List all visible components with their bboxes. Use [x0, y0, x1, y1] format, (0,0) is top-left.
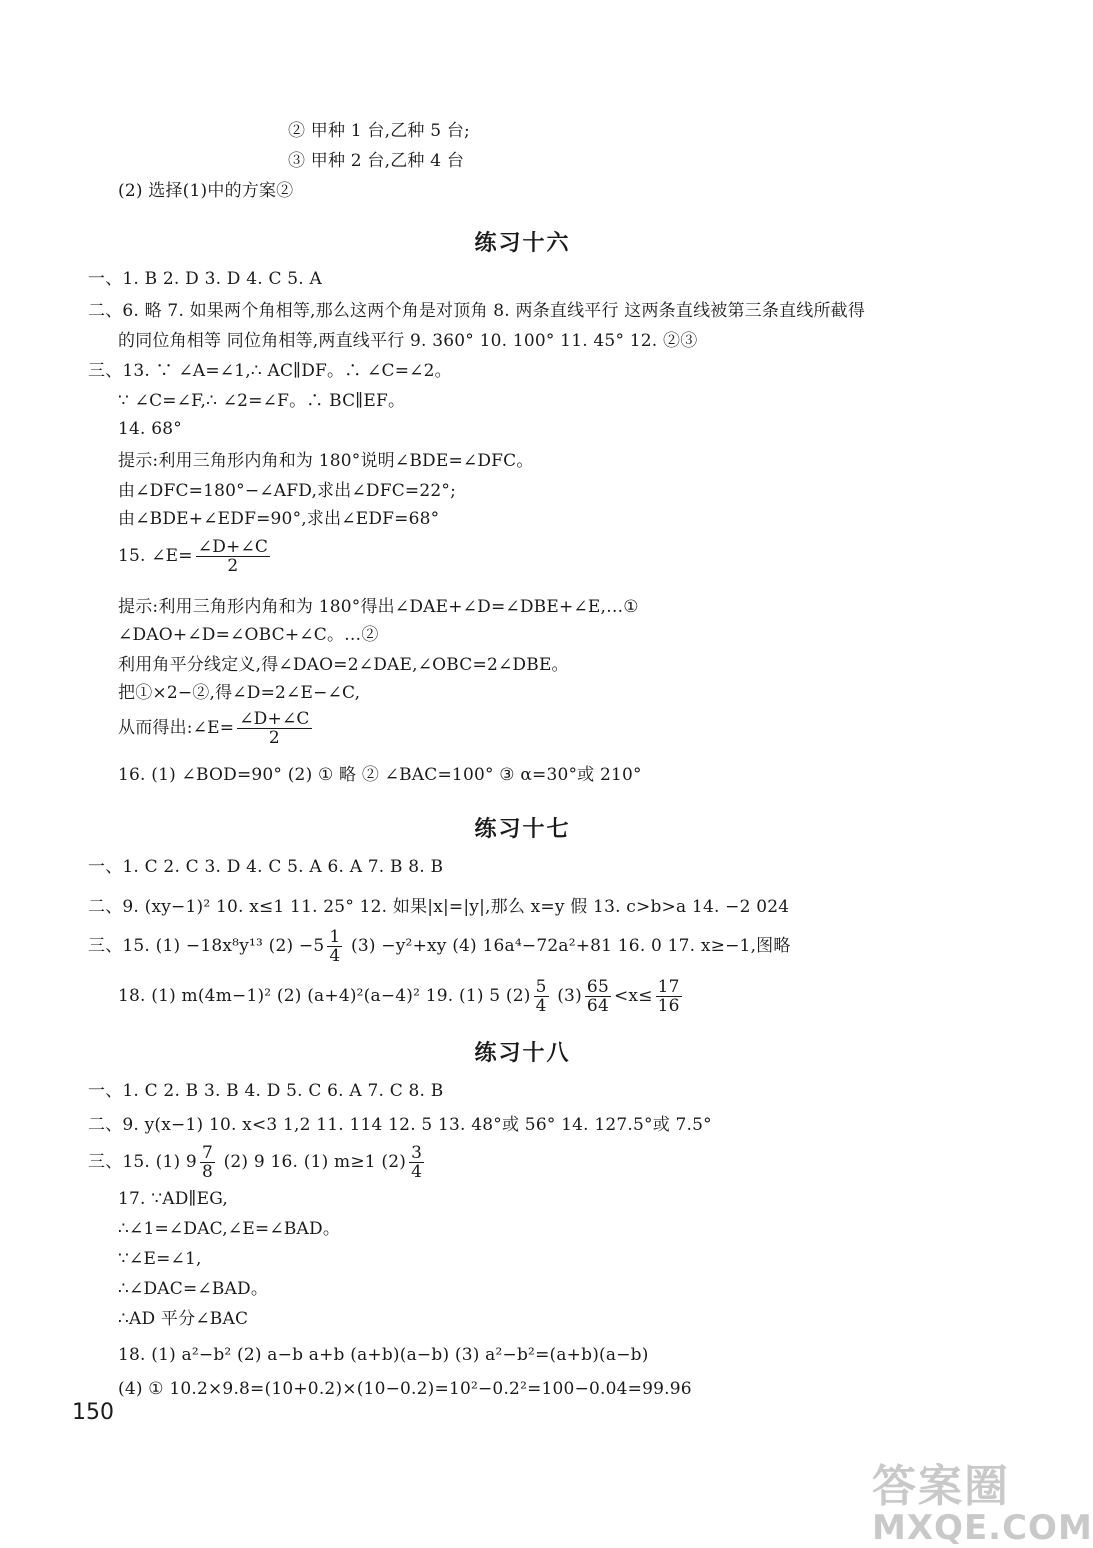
section-title-17: 练习十七 [474, 817, 571, 842]
ex18-line-5: ∴∠1=∠DAC,∠E=∠BAD。 [118, 1219, 341, 1239]
fraction: $\frac{7}{8}$ [201, 1143, 213, 1182]
ex17-line-3: 三、15. (1) −18x⁸y¹³ (2) −5 $\frac{1}{4}$ (3) −y²+xy (4) 16a⁴−72a²+81 16. 0 17. x≥−1,图略 [88, 927, 791, 966]
fraction: $\frac{3}{4}$ [411, 1143, 423, 1182]
choose-plan: (2) 选择(1)中的方案② [118, 181, 294, 201]
ex16-line-12: ∠DAO+∠D=∠OBC+∠C。…② [118, 625, 379, 645]
ex18-line-3: 三、15. (1) 9 $\frac{7}{8}$ (2) 9 16. (1) m≥1 (2) $\frac{3}{4}$ [88, 1143, 423, 1182]
fraction: $\frac{65}{64}$ [586, 977, 609, 1016]
ex18-line-8: ∴AD 平分∠BAC [118, 1309, 249, 1329]
watermark-logo: 答案圈 MXQE.COM [872, 1461, 1093, 1548]
fraction: $\frac{1}{4}$ [329, 927, 341, 966]
ex16-line-14: 把①×2−②,得∠D=2∠E−∠C, [118, 683, 361, 703]
ex18-line-4: 17. ∵AD∥EG, [118, 1189, 229, 1209]
fraction: $\frac{5}{4}$ [535, 977, 547, 1016]
ex16-conclusion-label: 从而得出:∠E= [118, 718, 235, 738]
ex18-line-7: ∴∠DAC=∠BAD。 [118, 1279, 269, 1299]
ex16-line-11: 提示:利用三角形内角和为 180°得出∠DAE+∠D=∠DBE+∠E,…① [118, 597, 639, 617]
ex16-line-10 [118, 538, 273, 575]
ex18-line-1: 一、1. C 2. B 3. B 4. D 5. C 6. A 7. C 8. B [88, 1081, 444, 1101]
fraction: $\frac{17}{16}$ [657, 977, 680, 1016]
ex16-line-3: 的同位角相等 同位角相等,两直线平行 9. 360° 10. 100° 11. 45° 12. ②③ [118, 331, 698, 351]
ex16-line-4: 三、13. ∵ ∠A=∠1,∴ AC∥DF。∴ ∠C=∠2。 [88, 361, 452, 381]
plan-2: ② 甲种 1 台,乙种 5 台; [288, 121, 470, 141]
ex16-line-6: 14. 68° [118, 419, 182, 439]
page-number: 150 [72, 1400, 114, 1425]
ex16-line-2: 二、6. 略 7. 如果两个角相等,那么这两个角是对顶角 8. 两条直线平行 这两条直线被第三条直线所截得 [88, 301, 866, 321]
ex16-15-label: 15. ∠E= [118, 546, 193, 566]
fraction: $\frac{\angle D+\angle C}{2}$ [239, 709, 310, 748]
ex16-line-13: 利用角平分线定义,得∠DAO=2∠DAE,∠OBC=2∠DBE。 [118, 655, 569, 675]
ex17-line-2: 二、9. (xy−1)² 10. x≤1 11. 25° 12. 如果|x|=|y|,那么 x=y 假 13. c>b>a 14. −2 024 [88, 897, 790, 917]
ex16-line-16: 16. (1) ∠BOD=90° (2) ① 略 ② ∠BAC=100° ③ α=30°或 210° [118, 765, 642, 785]
ex18-line-9: 18. (1) a²−b² (2) a−b a+b (a+b)(a−b) (3) a²−b²=(a+b)(a−b) [118, 1345, 649, 1365]
ex18-line-2: 二、9. y(x−1) 10. x<3 1,2 11. 114 12. 5 13. 48°或 56° 14. 127.5°或 7.5° [88, 1115, 712, 1135]
ex17-line-1: 一、1. C 2. C 3. D 4. C 5. A 6. A 7. B 8. B [88, 857, 444, 877]
ex16-line-8: 由∠DFC=180°−∠AFD,求出∠DFC=22°; [118, 481, 457, 501]
section-title-18: 练习十八 [474, 1041, 571, 1066]
plan-3: ③ 甲种 2 台,乙种 4 台 [288, 151, 465, 171]
ex18-line-6: ∵∠E=∠1, [118, 1249, 202, 1269]
ex18-line-10: (4) ① 10.2×9.8=(10+0.2)×(10−0.2)=10²−0.2²=100−0.04=99.96 [118, 1379, 692, 1399]
ex16-line-7: 提示:利用三角形内角和为 180°说明∠BDE=∠DFC。 [118, 451, 534, 471]
section-title-16: 练习十六 [474, 231, 571, 256]
fraction: $\frac{\angle D+\angle C}{2}$ [197, 537, 269, 576]
ex16-line-15 [118, 710, 315, 747]
ex16-line-5: ∵ ∠C=∠F,∴ ∠2=∠F。∴ BC∥EF。 [118, 391, 406, 411]
ex16-line-9: 由∠BDE+∠EDF=90°,求出∠EDF=68° [118, 509, 440, 529]
ex17-line-4: 18. (1) m(4m−1)² (2) (a+4)²(a−4)² 19. (1) 5 (2) $\frac{5}{4}$ (3) $\frac{65}{64}$ <x≤ $\frac{17}{16}$ [118, 977, 680, 1016]
ex16-line-1: 一、1. B 2. D 3. D 4. C 5. A [88, 269, 322, 289]
